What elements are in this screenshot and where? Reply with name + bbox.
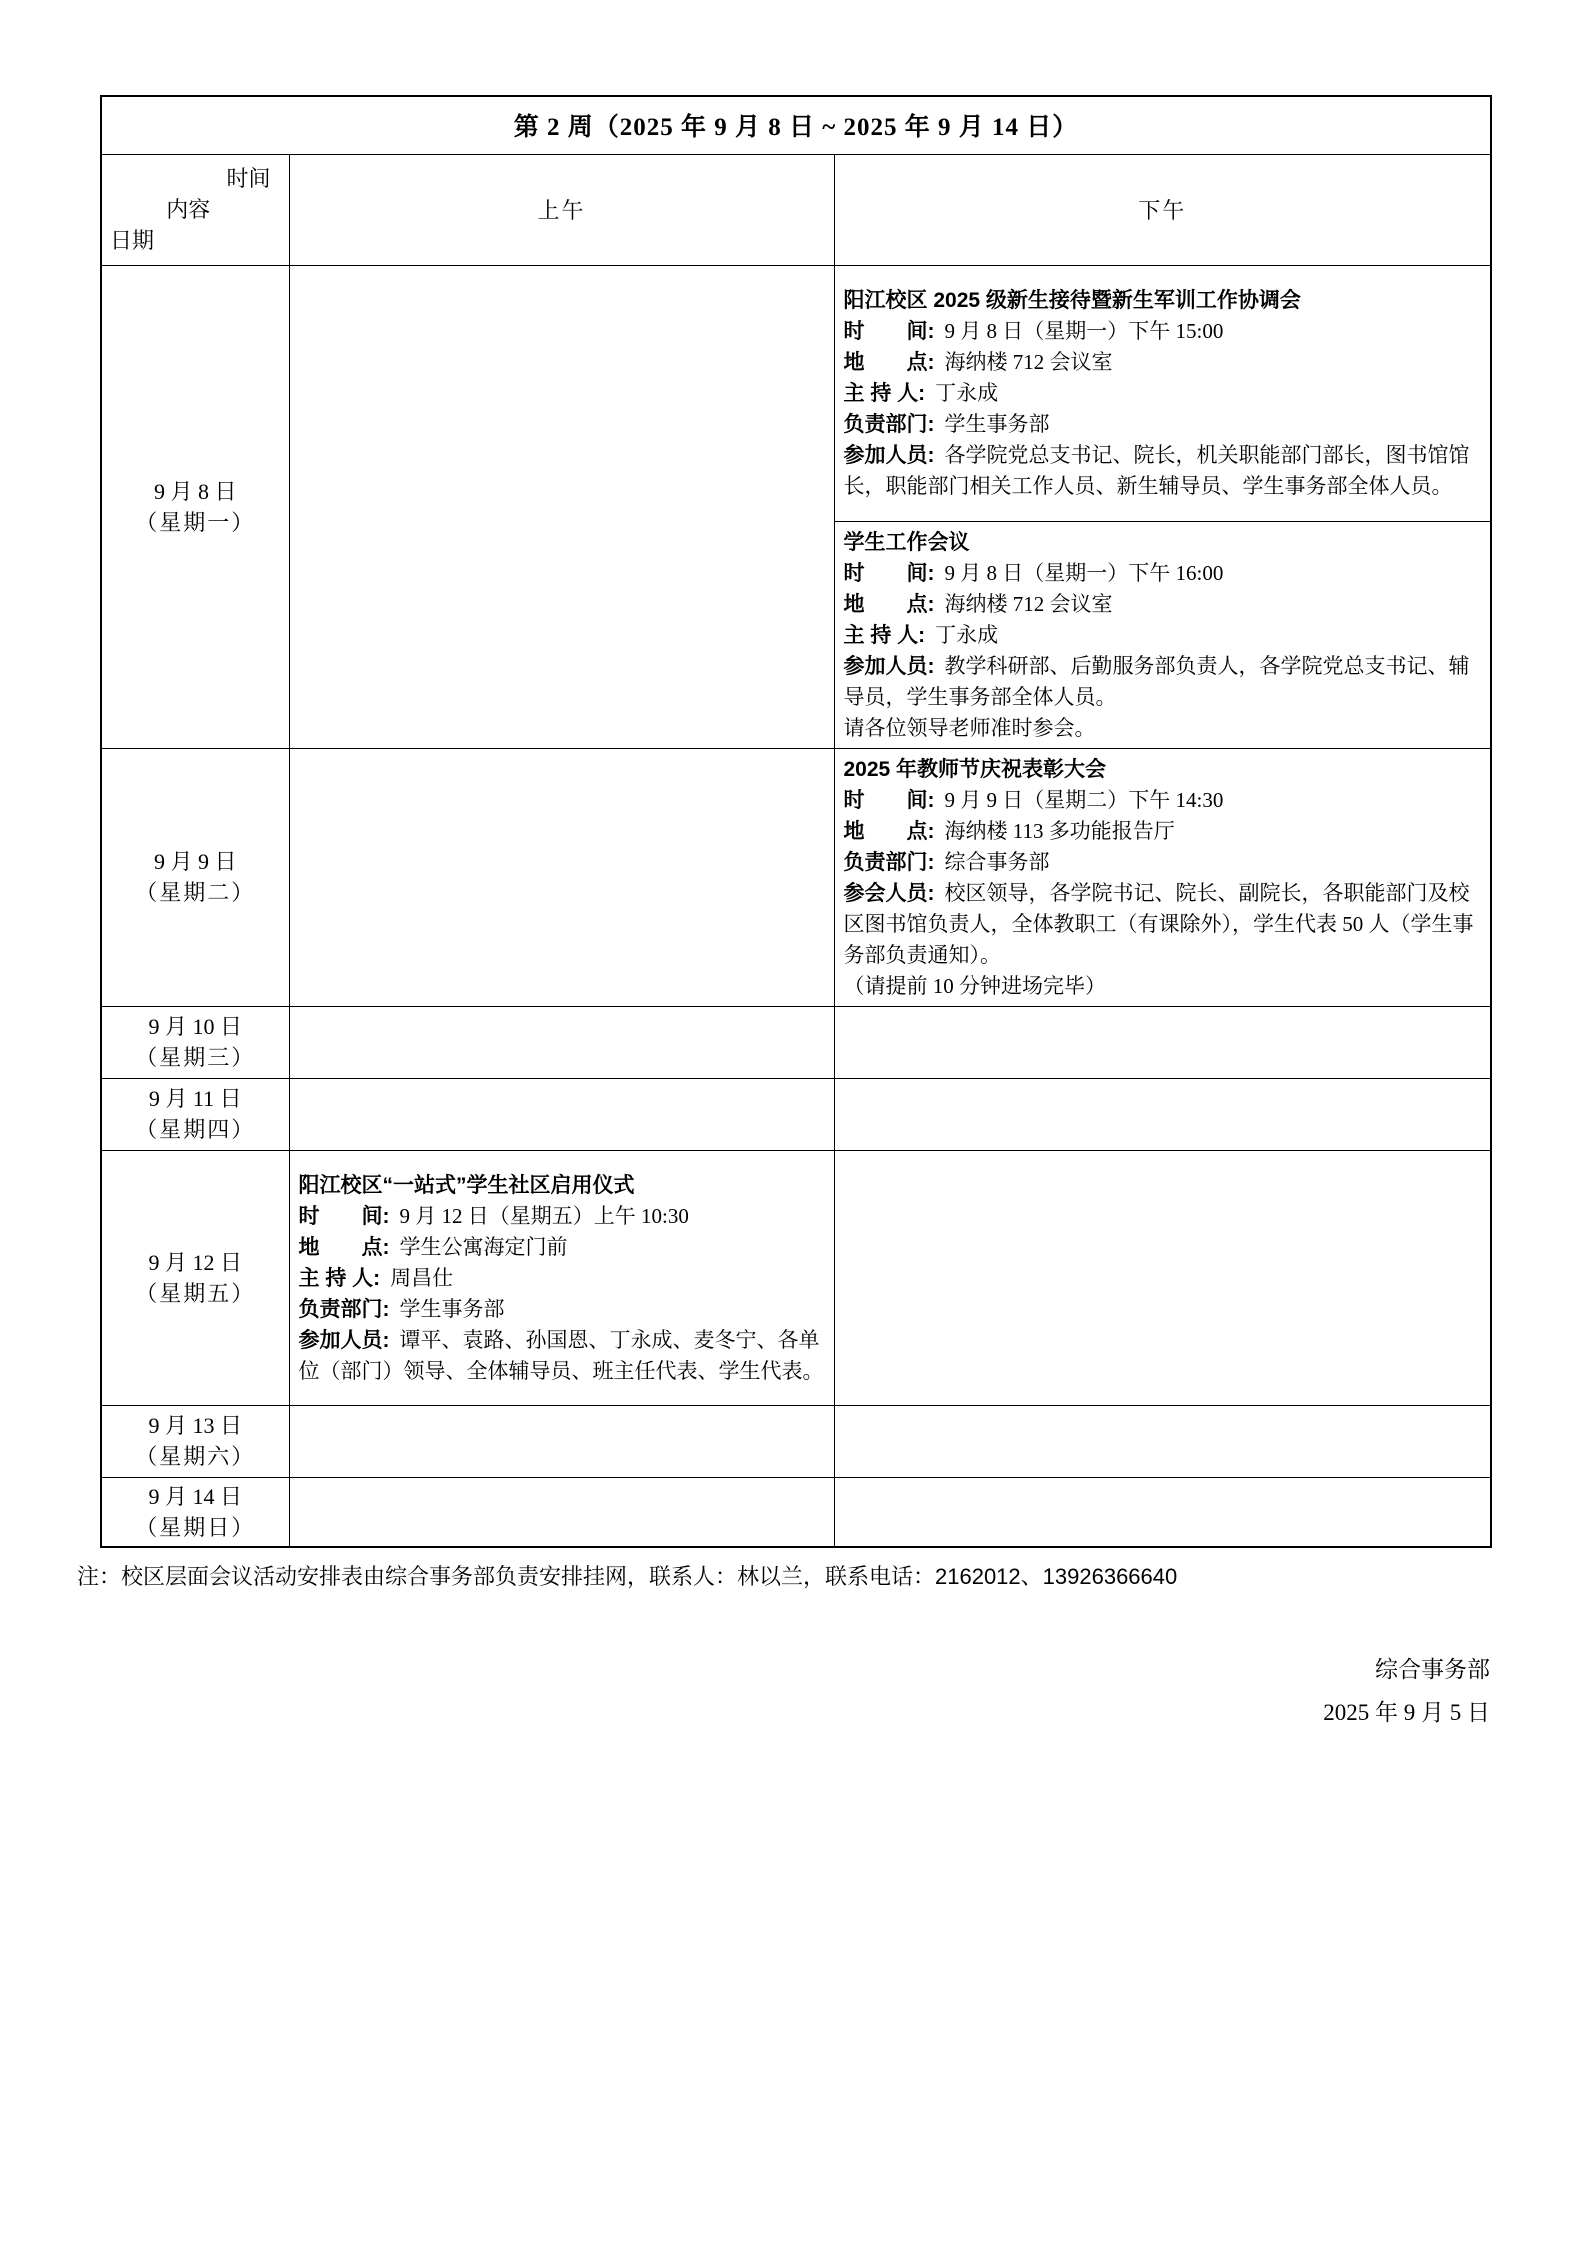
event-line <box>844 347 1481 378</box>
corner-label-time: 时间 <box>226 166 271 191</box>
day-row-sep11 <box>101 1078 1491 1150</box>
event-line-label: 参加人员: <box>843 654 935 678</box>
event-line-label: 地 点: <box>843 819 935 843</box>
weekly-schedule-table <box>100 95 1492 1548</box>
event-line-label: 负责部门: <box>843 413 935 436</box>
event-title: 阳江校区“一站式”学生社区启用仪式 <box>298 1173 635 1197</box>
event-line-label: 地 点: <box>843 592 935 616</box>
event-line <box>844 378 1481 409</box>
event-line <box>844 651 1481 713</box>
date-label: 9 月 8 日 <box>153 478 237 504</box>
morning-cell-sep11-empty <box>289 1078 834 1150</box>
event-line-value: 9 月 8 日（星期一）下午 16:00 <box>944 560 1224 585</box>
date-label: 9 月 10 日 <box>148 1014 242 1039</box>
morning-cell-sep12-event <box>289 1150 834 1405</box>
weekday-label: （星期一） <box>135 509 256 535</box>
afternoon-cell-sep9-event <box>834 748 1491 1006</box>
event-line <box>299 1325 824 1387</box>
event-line <box>299 1201 824 1232</box>
afternoon-cell-sep10-empty <box>834 1006 1491 1078</box>
event-line-value: 周昌仕 <box>390 1265 454 1290</box>
afternoon-cell-sep11-empty <box>834 1078 1491 1150</box>
signature-date: 2025 年 9 月 5 日 <box>1323 1700 1490 1725</box>
event-line-value: 9 月 8 日（星期一）下午 15:00 <box>944 319 1224 343</box>
date-cell-sep13 <box>101 1405 289 1477</box>
event-line-value: 9 月 9 日（星期二）下午 14:30 <box>944 787 1224 812</box>
event-line-value: 学生事务部 <box>399 1296 505 1321</box>
weekday-label: （星期五） <box>135 1280 256 1306</box>
event-line-value: 9 月 12 日（星期五）上午 10:30 <box>399 1203 689 1228</box>
event-line <box>844 620 1481 651</box>
date-cell-sep14 <box>101 1477 289 1547</box>
day-row-sep14 <box>101 1477 1491 1547</box>
column-header-morning: 上午 <box>289 154 834 265</box>
weekday-label: （星期四） <box>135 1117 256 1142</box>
event-line-label: 时 间: <box>843 320 935 343</box>
corner-header-cell <box>101 154 289 265</box>
morning-cell-sep10-empty <box>289 1006 834 1078</box>
date-label: 9 月 13 日 <box>148 1413 242 1438</box>
event-line <box>844 316 1481 347</box>
event-postscript: 请各位领导老师准时参会。 <box>843 715 1096 740</box>
date-cell-sep9 <box>101 748 289 1006</box>
event-line-value: 海纳楼 712 会议室 <box>944 591 1113 616</box>
day-row-sep13 <box>101 1405 1491 1477</box>
event-line <box>844 847 1481 878</box>
event-title: 阳江校区 2025 级新生接待暨新生军训工作协调会 <box>843 289 1301 312</box>
event-title: 学生工作会议 <box>843 530 970 554</box>
event-line-value: 海纳楼 712 会议室 <box>944 350 1113 374</box>
morning-cell-sep14-empty <box>289 1477 834 1547</box>
event-line <box>299 1232 824 1263</box>
header-row <box>101 154 1491 265</box>
event-title: 2025 年教师节庆祝表彰大会 <box>843 757 1107 781</box>
morning-cell-sep8-empty <box>289 265 834 748</box>
afternoon-cell-sep12-empty <box>834 1150 1491 1405</box>
corner-label-content: 内容 <box>166 197 211 222</box>
day-row-sep9 <box>101 748 1491 1006</box>
event-line-label: 负责部门: <box>843 850 935 874</box>
weekday-label: （星期六） <box>135 1444 256 1469</box>
date-label: 9 月 14 日 <box>148 1483 242 1509</box>
weekday-label: （星期三） <box>135 1045 256 1070</box>
morning-cell-sep9-empty <box>289 748 834 1006</box>
footnote: 注：校区层面会议活动安排表由综合事务部负责安排挂网，联系人：林以兰，联系电话：2162012、13926366640 <box>77 1564 1178 1589</box>
signature-block <box>0 1647 1490 1735</box>
event-line-label: 负责部门: <box>298 1297 390 1321</box>
event-line-value: 校区领导，各学院书记、院长、副院长，各职能部门及校区图书馆负责人，全体教职工（有课除外），学生代表 50 人（学生事务部负责通知）。 <box>843 880 1474 967</box>
event-line-value: 丁永成 <box>935 622 999 647</box>
event-line-label: 主 持 人: <box>298 1266 381 1290</box>
event-line-value: 丁永成 <box>935 381 999 405</box>
event-line <box>844 558 1481 589</box>
event-line-label: 主 持 人: <box>843 382 926 405</box>
event-line-value: 谭平、袁路、孙国恩、丁永成、麦冬宁、各单位（部门）领导、全体辅导员、班主任代表、学生代表。 <box>298 1327 824 1383</box>
event-line <box>299 1294 824 1325</box>
morning-cell-sep13-empty <box>289 1405 834 1477</box>
afternoon-cell-sep13-empty <box>834 1405 1491 1477</box>
date-cell-sep10 <box>101 1006 289 1078</box>
event-postscript: （请提前 10 分钟进场完毕） <box>843 973 1106 998</box>
event <box>844 527 1481 744</box>
event-line-label: 参加人员: <box>298 1328 390 1352</box>
event <box>299 1170 824 1387</box>
title-row <box>101 96 1491 154</box>
corner-label-date: 日期 <box>110 228 155 253</box>
event-line <box>844 785 1481 816</box>
event-line-label: 地 点: <box>843 351 935 374</box>
event-line <box>844 816 1481 847</box>
afternoon-cell-sep14-empty <box>834 1477 1491 1547</box>
event-line <box>844 589 1481 620</box>
event-line <box>844 409 1481 440</box>
event-line-label: 时 间: <box>843 788 935 812</box>
day-row-sep12 <box>101 1150 1491 1405</box>
date-cell-sep12 <box>101 1150 289 1405</box>
event <box>844 754 1481 1002</box>
weekday-label: （星期二） <box>135 880 256 905</box>
date-cell-sep8 <box>101 265 289 748</box>
date-label: 9 月 9 日 <box>153 849 237 874</box>
event-line-label: 主 持 人: <box>843 623 926 647</box>
event-line <box>299 1263 824 1294</box>
event-line-value: 海纳楼 113 多功能报告厅 <box>944 818 1175 843</box>
event-line-value: 教学科研部、后勤服务部负责人，各学院党总支书记、辅导员，学生事务部全体人员。 <box>843 653 1470 709</box>
weekday-label: （星期日） <box>135 1514 256 1540</box>
event-line-label: 参加人员: <box>843 444 935 467</box>
column-header-afternoon: 下午 <box>834 154 1491 265</box>
event-line-value: 各学院党总支书记、院长，机关职能部门部长，图书馆馆长，职能部门相关工作人员、新生辅导员、学生事务部全体人员。 <box>843 443 1470 498</box>
event-line <box>844 440 1481 502</box>
afternoon-cell-sep8-event2 <box>834 521 1491 748</box>
day-row-sep8 <box>101 265 1491 521</box>
signature-department: 综合事务部 <box>1375 1656 1490 1682</box>
date-label: 9 月 11 日 <box>148 1086 242 1111</box>
event-line <box>844 878 1481 971</box>
table-title: 第 2 周（2025 年 9 月 8 日 ~ 2025 年 9 月 14 日） <box>101 96 1491 154</box>
event-line-label: 时 间: <box>843 561 935 585</box>
day-row-sep10 <box>101 1006 1491 1078</box>
event-line-value: 学生公寓海定门前 <box>399 1234 568 1259</box>
date-cell-sep11 <box>101 1078 289 1150</box>
date-label: 9 月 12 日 <box>148 1249 242 1275</box>
event-line-label: 地 点: <box>298 1235 390 1259</box>
event-line-value: 综合事务部 <box>944 849 1050 874</box>
event-line-label: 参会人员: <box>843 881 935 905</box>
event-line-label: 时 间: <box>298 1204 390 1228</box>
afternoon-cell-sep8-event1 <box>834 265 1491 521</box>
event-line-value: 学生事务部 <box>944 412 1050 436</box>
event <box>844 285 1481 502</box>
